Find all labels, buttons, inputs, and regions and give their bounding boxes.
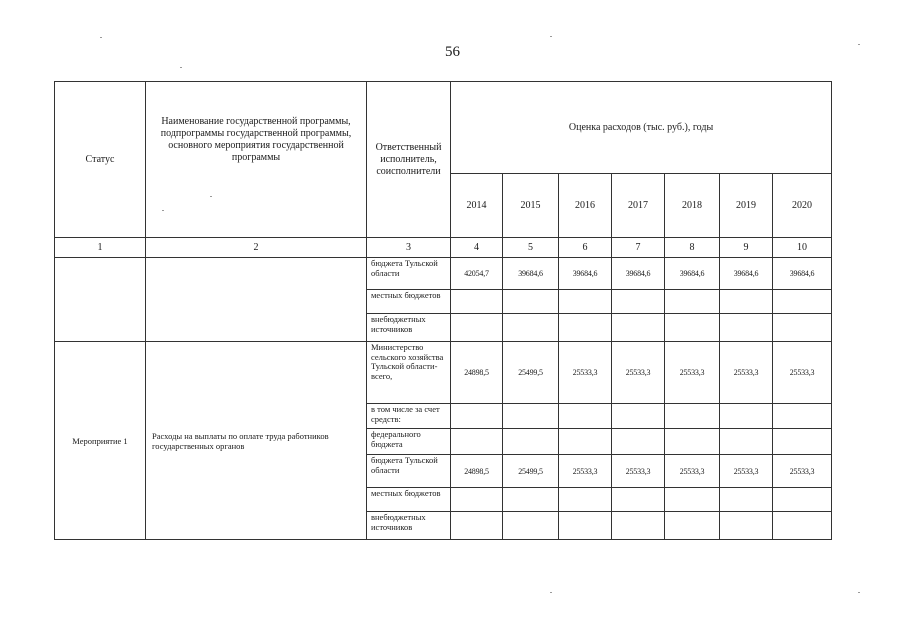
value-cell [559,404,612,429]
source-cell: Министерство сельского хозяйства Тульской области- всего, [367,342,451,404]
value-cell [612,429,665,455]
value-cell: 25533,3 [720,455,773,488]
value-cell [559,488,612,512]
header-responsible: Ответственный исполнитель, соисполнители [367,82,451,238]
value-cell [665,314,720,342]
source-cell: внебюджетных источников [367,314,451,342]
source-cell: в том числе за счет средств: [367,404,451,429]
value-cell [451,290,503,314]
value-cell [665,488,720,512]
value-cell [451,488,503,512]
value-cell [503,314,559,342]
value-cell: 39684,6 [773,258,832,290]
status-cell-empty [55,258,146,342]
column-number: 3 [367,238,451,258]
header-status: Статус [55,82,146,238]
value-cell [451,429,503,455]
column-number: 8 [665,238,720,258]
name-cell-empty [146,258,367,342]
value-cell [720,404,773,429]
scan-speck [550,592,552,593]
value-cell [451,404,503,429]
source-cell: федерального бюджета [367,429,451,455]
header-year: 2017 [612,174,665,238]
column-number: 2 [146,238,367,258]
scan-speck [858,44,860,45]
source-cell: бюджета Тульской области [367,258,451,290]
measure-status: Мероприятие 1 [55,342,146,540]
value-cell: 39684,6 [665,258,720,290]
source-cell: местных бюджетов [367,290,451,314]
column-number: 6 [559,238,612,258]
scan-speck [180,67,182,68]
value-cell [503,488,559,512]
header-year: 2016 [559,174,612,238]
value-cell: 25533,3 [720,342,773,404]
value-cell [612,314,665,342]
value-cell [773,404,832,429]
value-cell [503,290,559,314]
header-expenses: Оценка расходов (тыс. руб.), годы [451,82,832,174]
value-cell: 39684,6 [503,258,559,290]
value-cell: 25533,3 [773,455,832,488]
header-year: 2019 [720,174,773,238]
table-row [55,342,832,404]
measure-name: Расходы на выплаты по оплате труда работников государственных органов [146,342,367,540]
value-cell: 25533,3 [612,342,665,404]
value-cell [503,512,559,540]
page-number: 56 [445,44,460,60]
header-year: 2020 [773,174,832,238]
value-cell [773,429,832,455]
header-year: 2015 [503,174,559,238]
value-cell [559,429,612,455]
source-cell: местных бюджетов [367,488,451,512]
value-cell: 25499,5 [503,342,559,404]
value-cell [559,512,612,540]
value-cell [720,429,773,455]
header-year: 2014 [451,174,503,238]
value-cell: 25533,3 [665,455,720,488]
value-cell: 39684,6 [720,258,773,290]
value-cell [773,314,832,342]
source-cell: внебюджетных источников [367,512,451,540]
value-cell [559,314,612,342]
expenses-table [54,81,832,540]
value-cell [773,512,832,540]
column-number: 1 [55,238,146,258]
value-cell [665,512,720,540]
value-cell [720,290,773,314]
value-cell [773,290,832,314]
value-cell: 24898,5 [451,342,503,404]
value-cell [665,404,720,429]
source-cell: бюджета Тульской области [367,455,451,488]
header-year: 2018 [665,174,720,238]
value-cell [612,512,665,540]
value-cell: 39684,6 [559,258,612,290]
value-cell: 42054,7 [451,258,503,290]
value-cell [559,290,612,314]
value-cell [773,488,832,512]
value-cell [720,488,773,512]
value-cell [503,404,559,429]
value-cell [720,314,773,342]
value-cell [612,404,665,429]
value-cell [503,429,559,455]
column-number: 4 [451,238,503,258]
value-cell [451,314,503,342]
header-name: Наименование государственной программы, подпрограммы государственной программы, основного мероприятия государственной программы [146,82,367,238]
column-number: 7 [612,238,665,258]
value-cell: 25499,5 [503,455,559,488]
column-number: 9 [720,238,773,258]
value-cell [720,512,773,540]
value-cell: 25533,3 [612,455,665,488]
value-cell: 25533,3 [559,342,612,404]
column-number: 5 [503,238,559,258]
scan-speck [100,37,102,38]
value-cell: 25533,3 [665,342,720,404]
scan-speck [858,592,860,593]
column-number: 10 [773,238,832,258]
value-cell [612,290,665,314]
value-cell: 24898,5 [451,455,503,488]
table-row [55,258,832,290]
scan-speck [550,36,552,37]
value-cell: 39684,6 [612,258,665,290]
value-cell [612,488,665,512]
value-cell [665,290,720,314]
value-cell: 25533,3 [559,455,612,488]
value-cell [451,512,503,540]
value-cell: 25533,3 [773,342,832,404]
value-cell [665,429,720,455]
